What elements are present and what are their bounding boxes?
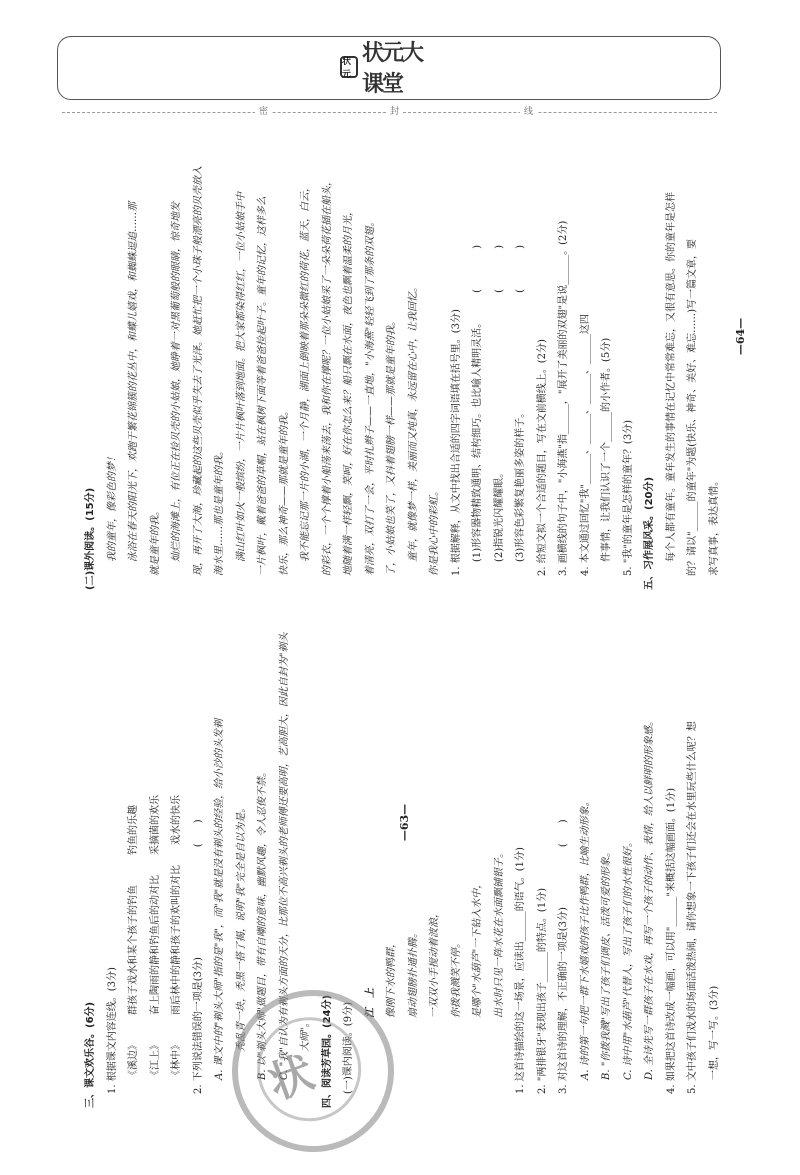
- text-line: C. 诗中用"水葫芦"代替人，写出了孩子们的水性很好。: [622, 837, 634, 1080]
- text-line: 扇动翅膀扑通扑腾。: [407, 928, 419, 1018]
- text-line: 2. 下列说法错误的一项是(3分) ( ): [192, 819, 204, 1094]
- text-line: 1. 根据课文内容连线。(3分): [106, 967, 118, 1094]
- text-line: 满山红叶如火一般缤纷，一片片枫叶落到地面。把大家都染得红红，一位小姑娘手中: [235, 192, 247, 562]
- cut-label: 密: [255, 104, 272, 117]
- logo-text: 状元大课堂: [362, 41, 423, 97]
- text-line: 5. 文中孩子们戏水的场面活泼热闹，请你想象一下孩子们还会在水里玩些什么呢？想: [687, 721, 698, 1094]
- text-line: 童年，就像梦一样，美丽而又纯真，永远留在心中，让我回忆。: [407, 282, 419, 562]
- text-line: D. 全诗先写一群孩子在水戏，再写一个孩子的动作、表情，给人以鲜明的形象感。: [644, 715, 655, 1080]
- text-line: 的彩衣，一个个撑着小船荡来荡去，我和你在撑呢？一位小姑娘采了一朵朵荷花插在船头，: [321, 176, 333, 576]
- text-line: 就是童年的我。: [149, 506, 161, 576]
- text-line: (2)指锐光闪耀耀眼。 ( ): [493, 245, 505, 562]
- text-line: 出水时只见一阵水花在水面飘铺银子。: [493, 848, 505, 1018]
- text-line: B. 以"剃头大师"做题目，带有自嘲的意味，幽默风趣，令人忍俊不禁。: [257, 767, 268, 1080]
- text-line: 4. 本文通过回忆"我"______、______、______、______这四: [579, 314, 591, 576]
- text-line: 求写真事，表达真情。: [708, 476, 720, 576]
- section-heading: (二)课外阅读。(15分): [85, 487, 96, 590]
- text-line: 2. "两排银牙"表现出孩子______的特点。(1分): [536, 887, 548, 1094]
- text-line: 件事情，让我们认识了一个______的小作者。(5分): [601, 337, 612, 562]
- text-line: 《溪边》 群孩子戏水和某个孩子的钓鱼 钓鱼的乐趣: [128, 805, 139, 1080]
- text-line: (3)形容色彩繁复艳丽多姿的样子。 ( ): [515, 245, 526, 562]
- text-line: C. "我"自认为有剃头方面的天分，比那位不高兴剃头的老师傅还要高明，艺高胆大，因此自封为"剃头: [278, 632, 290, 1080]
- page-number-left: —63—: [398, 803, 412, 842]
- page-number-right: —64—: [734, 317, 748, 356]
- text-line: 每个人都有童年。童年发生的事情在记忆中常常难忘，又很有意思。你的童年是怎样: [665, 192, 677, 562]
- text-line: 泳浴在春天的阳光下，欢跑于繁花锦簇的花丛中，和蝶儿嬉戏，和蜘蛛逗追……那: [128, 202, 139, 562]
- brand-logo: [340, 41, 440, 97]
- watermark-seal: 状: [209, 967, 417, 1175]
- text-line: 大师"。: [300, 1017, 311, 1052]
- text-line: 是哪个"水葫芦"一下钻入水中，: [472, 878, 483, 1018]
- text-line: 海水里……那也是童年的我。: [214, 446, 225, 576]
- text-line: 你是我心中的彩虹。: [429, 486, 440, 576]
- text-line: 你拨我溅笑不停。: [450, 938, 462, 1018]
- text-line: 1. 根据解释，从文中找出合适的四字词语填在括号里。(3分): [450, 309, 462, 576]
- text-line: B. "你拨我溅"写出了孩子们调皮、活泼可爱的形象。: [601, 847, 612, 1080]
- text-line: 2. 给短文拟一个合适的题目，写在文前横线上。(2分): [536, 339, 548, 576]
- text-line: 我的童年，像彩色的梦！: [106, 452, 118, 562]
- text-line: 着清亮，双打了一会，平时扎辫子——一直地，"小海燕"轻轻飞到了那条的双翅。: [364, 216, 376, 576]
- text-line: (1)形容器物精致通明、结构细巧。也比喻人精明灵活。 ( ): [472, 245, 483, 562]
- text-line: 一双双小手搅动着波浪，: [429, 908, 440, 1018]
- text-line: 一片枫叶，戴着爸爸的草帽，站在枫树下面等着爸爸捡起叶子。童年的记忆，这样多么: [257, 196, 268, 576]
- text-line: (一)课内阅读。(9分): [343, 1002, 354, 1094]
- text-line: 5. "我"的童年是怎样的童年？(3分): [622, 419, 634, 576]
- text-line: 灿烂的海滩上，有位正在捡贝壳的小姑娘，她睁着一对黑葡萄般的眼睛，惊奇地发: [171, 202, 182, 562]
- text-line: A. 诗的第一句把一群下水嬉戏的孩子比作鸭群，比喻生动形象。: [579, 796, 591, 1080]
- text-line: 了，小姑娘也笑了，又抖着翅膀一样——那就是童年的我。: [386, 316, 397, 576]
- text-line: 1. 这首诗描绘的这一场景，应读出______的语气。(1分): [515, 847, 526, 1094]
- text-line: 快乐，那么神奇——那就是童年的我。: [278, 406, 290, 576]
- text-line: 像刚下水的鸭群，: [386, 938, 397, 1018]
- text-line: 的？请以"______的童年"为题(快乐、神奇、美好、难忘……)写一篇文章，要: [687, 238, 698, 576]
- text-line: 地随着满一样轻飘，笑呵，好在你怎么来？船只飘在水面，夜色也飘着温柔的月光，: [343, 206, 354, 576]
- right-column: [80, 120, 720, 590]
- text-line: 4. 如果把这首诗改成一幅画，可以用"______"来概括这幅画面。(1分): [665, 787, 677, 1094]
- section-heading: 五、习作展风采。(20分): [644, 476, 655, 590]
- text-line: 秃乱青一块，秃黑一搭了揭，说明"我"完全是自以为是。: [235, 802, 247, 1052]
- text-line: 3. 对这首诗的理解，不正确的一项是(3分) ( ): [558, 819, 569, 1094]
- section-heading: 四、阅读芳草园。(24分): [321, 994, 333, 1108]
- text-line: 《江上》 奋上陶雨的静和钓鱼后的动对比 采摘菌的欢乐: [149, 795, 161, 1080]
- text-line: 江 上: [364, 988, 376, 1018]
- text-line: A. 课文中的"剃头大师"指的是"我"，而"我"就是没有剃头的经验，给小沙的头发剃: [214, 718, 225, 1080]
- text-line: 现，再开了大海，珍藏起的这些贝壳似乎失去了光泽。她赶忙把一个小珠子般漂亮的贝壳放入: [192, 166, 204, 576]
- header-banner: [57, 36, 721, 100]
- text-line: 《林中》 雨后林中的静和孩子的欢叫的对比 戏水的快乐: [171, 795, 182, 1080]
- text-line: 3. 画横线的句子中，"小海燕"指______，"展开了美丽的双翅"是说______。(2分): [558, 220, 569, 576]
- text-line: 我不能忘记那一片的小湖，一个月静，湖面上倒映着那朵朵微红的荷花，蓝天，白云，: [300, 182, 311, 562]
- cut-label: 封: [386, 104, 403, 117]
- text-line: 一想，写一写。(3分): [708, 985, 720, 1080]
- section-heading: 三、课文欢乐谷。(6分): [85, 1001, 96, 1108]
- cut-label: 线: [520, 104, 537, 117]
- logo-icon: 状元: [340, 56, 358, 78]
- rotated-page-content: [80, 108, 720, 1108]
